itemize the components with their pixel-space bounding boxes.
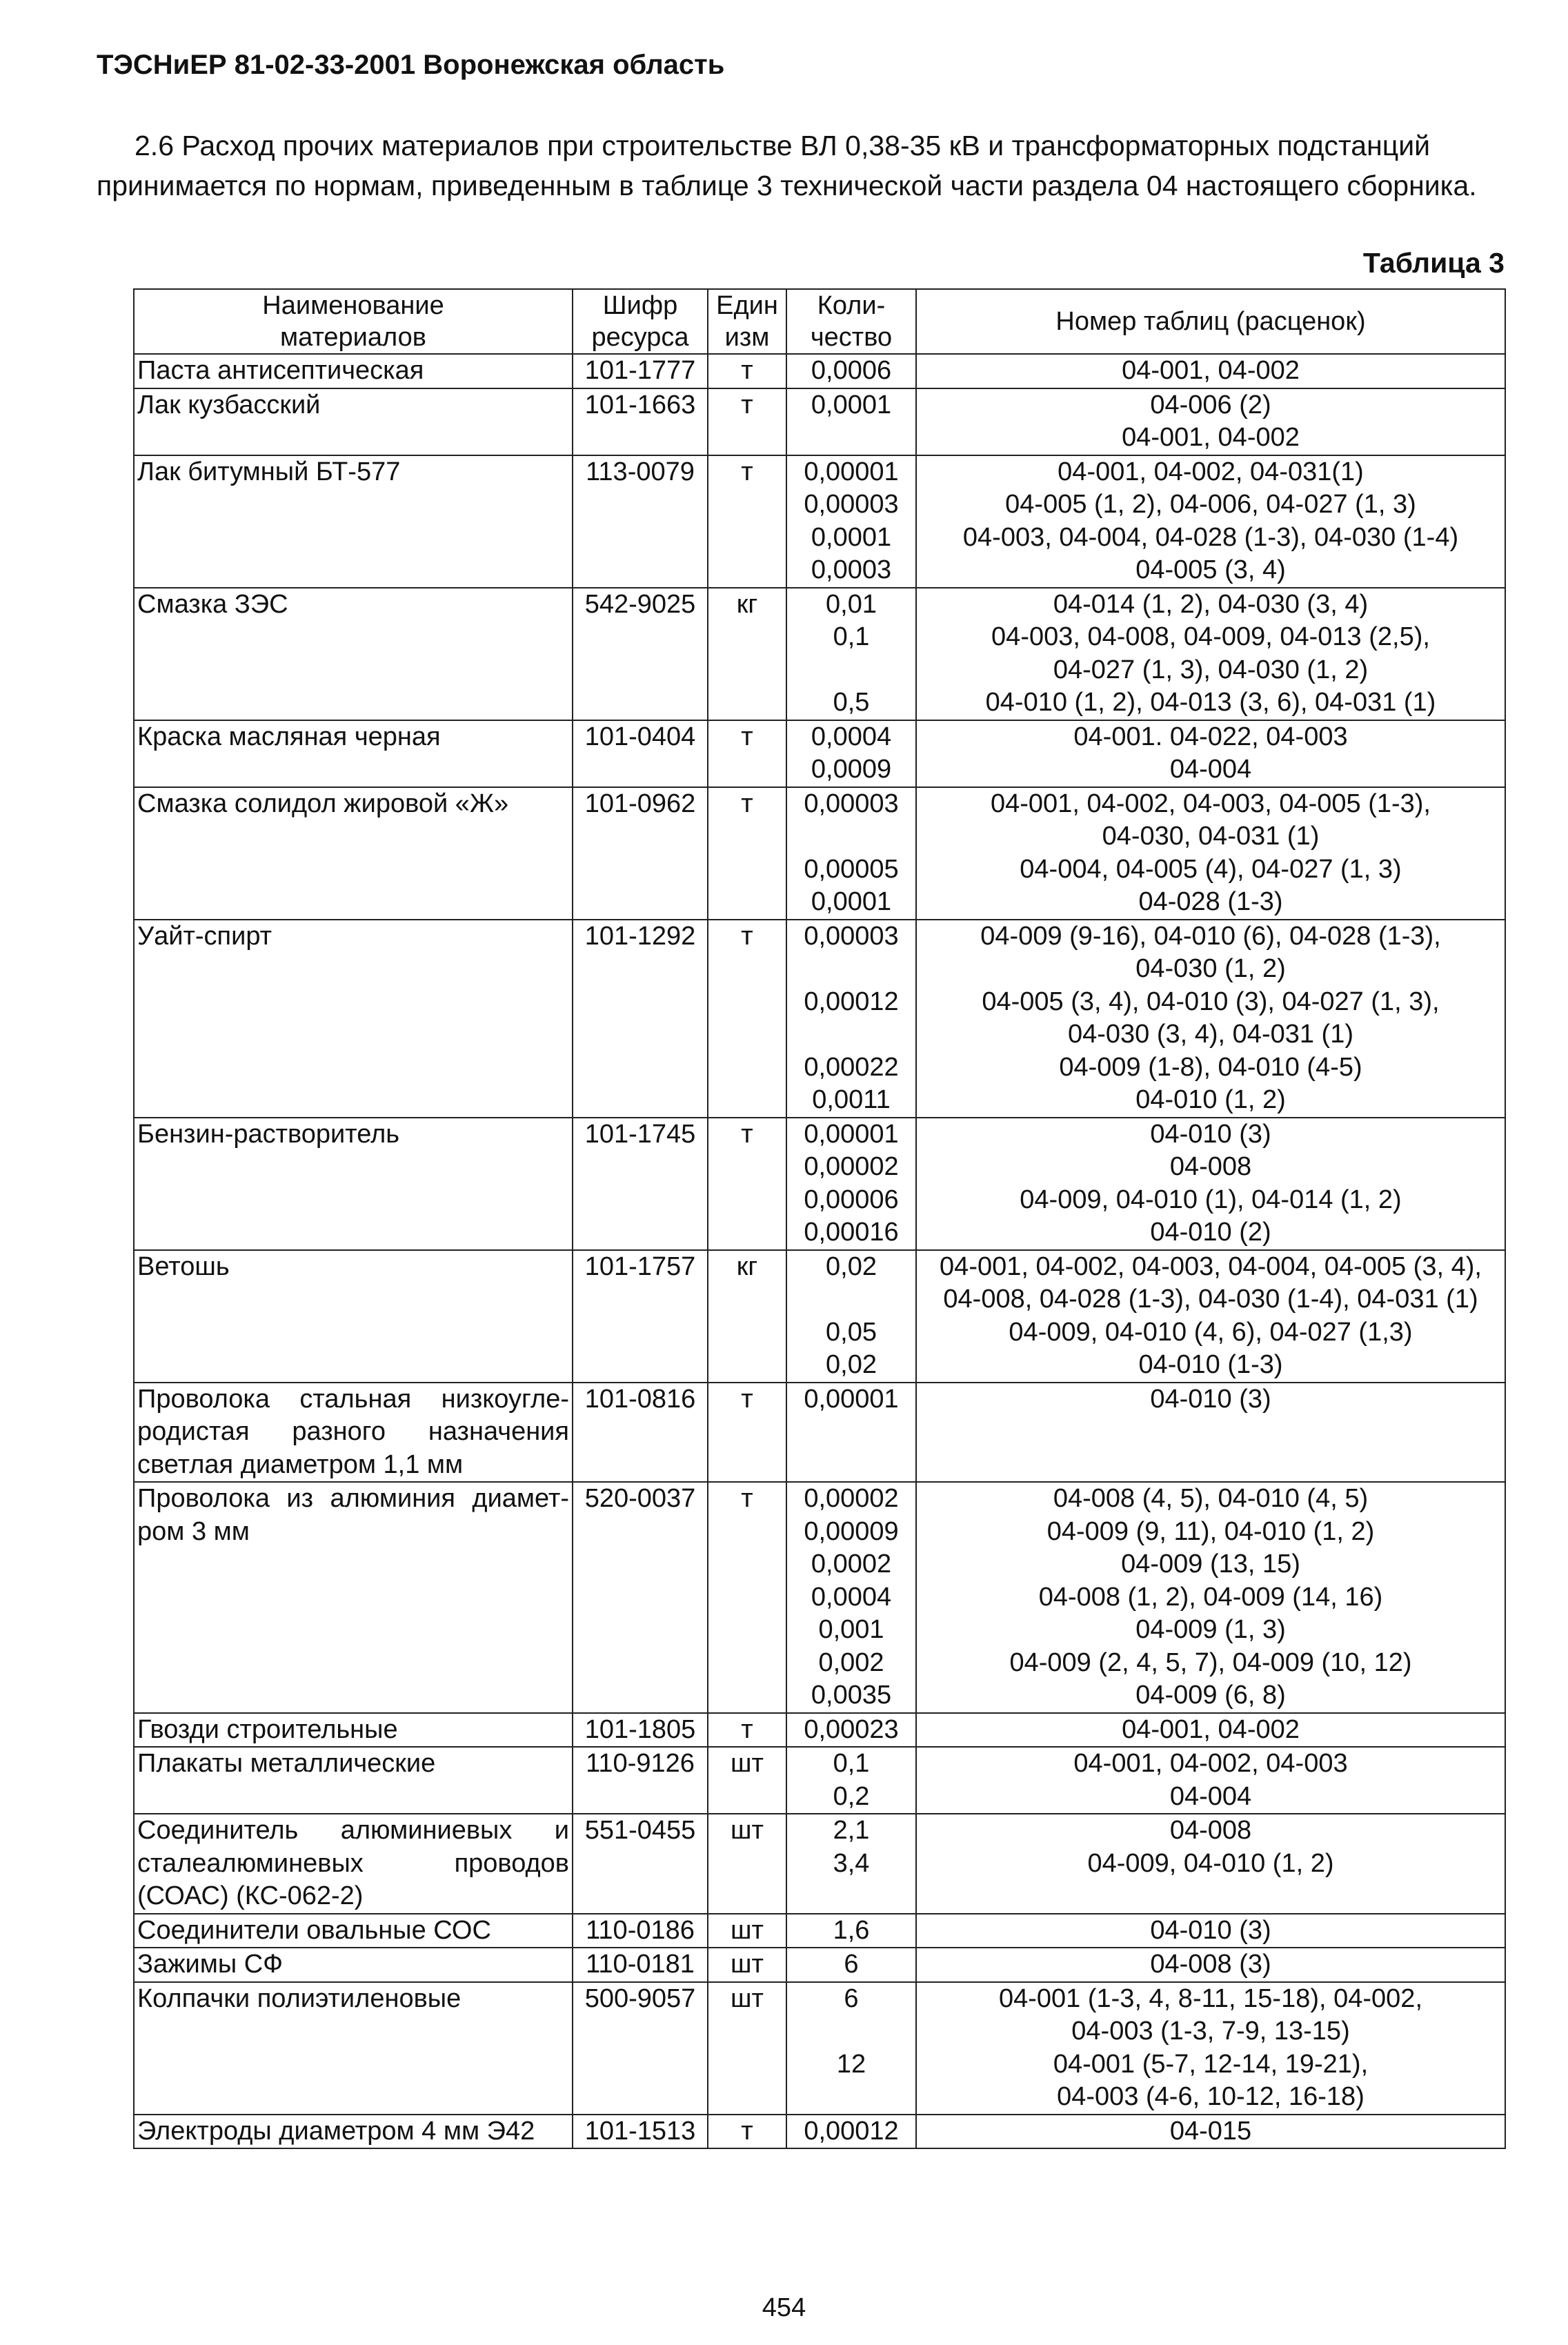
- reference-line: 04-003 (4-6, 10-12, 16-18): [1057, 2082, 1364, 2111]
- material-name-line: Смазка ЗЭС: [137, 589, 288, 619]
- material-name-line: светлая диаметром 1,1 мм: [137, 1449, 464, 1479]
- intro-line-1: 2.6 Расход прочих материалов при строительстве ВЛ 0,38-35 кВ и трансформаторных подстанций: [135, 130, 1431, 161]
- reference-line: 04-008 (4, 5), 04-010 (4, 5): [1053, 1484, 1369, 1513]
- table-references: [916, 1118, 1505, 1250]
- table-references: [916, 1948, 1505, 1982]
- table-references: [916, 1383, 1505, 1483]
- document-header: ТЭСНиЕР 81-02-33-2001 Воронежская область: [97, 50, 725, 80]
- reference-line: 04-010 (3): [1150, 1119, 1271, 1149]
- resource-code: 101-1513: [573, 2115, 708, 2149]
- reference-line: 04-006 (2): [1150, 390, 1271, 419]
- reference-line: 04-009 (13, 15): [1121, 1550, 1300, 1579]
- reference-line: 04-009 (9-16), 04-010 (6), 04-028 (1-3),: [980, 921, 1441, 951]
- resource-code: 520-0037: [573, 1482, 708, 1713]
- unit: т: [708, 720, 786, 787]
- quantity-value: [790, 820, 913, 853]
- table-header-row: [134, 289, 1505, 354]
- quantity: [786, 588, 916, 720]
- reference-line: 04-005 (3, 4): [1135, 555, 1286, 584]
- table-row: [134, 720, 1505, 787]
- quantity-value: 0,1: [833, 1749, 870, 1778]
- header-unit: Един изм: [708, 289, 786, 354]
- table-row: [134, 1948, 1505, 1982]
- unit: т: [708, 388, 786, 455]
- table-references: [916, 1914, 1505, 1948]
- quantity: [786, 388, 916, 455]
- table-row: [134, 388, 1505, 455]
- resource-code: 101-1777: [573, 354, 708, 388]
- table-references: [916, 1814, 1505, 1914]
- reference-line: 04-003 (1-3, 7-9, 13-15): [1071, 2017, 1350, 2046]
- quantity-value: 0,00012: [804, 987, 899, 1016]
- quantity-value: [790, 2015, 913, 2048]
- quantity-value: 0,0001: [811, 522, 892, 552]
- unit: шт: [708, 1982, 786, 2115]
- reference-line: 04-015: [1169, 2116, 1252, 2146]
- reference-line: 04-027 (1, 3), 04-030 (1, 2): [1053, 655, 1369, 684]
- quantity-value: 2,1: [833, 1816, 870, 1845]
- reference-line: 04-014 (1, 2), 04-030 (3, 4): [1053, 589, 1369, 619]
- table-row: [134, 920, 1505, 1118]
- resource-code: 110-9126: [573, 1747, 708, 1814]
- material-name-line: Проволока из алюминия диамет-: [137, 1484, 569, 1513]
- quantity-value: 0,0004: [811, 1582, 892, 1612]
- reference-line: 04-010 (1, 2), 04-013 (3, 6), 04-031 (1): [985, 688, 1436, 717]
- quantity-value: 0,00001: [804, 1384, 899, 1414]
- unit: шт: [708, 1948, 786, 1982]
- resource-code: 110-0186: [573, 1914, 708, 1948]
- reference-line: 04-009, 04-010 (4, 6), 04-027 (1,3): [1009, 1317, 1413, 1347]
- unit: т: [708, 920, 786, 1118]
- material-name-line: Уайт-спирт: [137, 921, 272, 951]
- material-name-line: Паста антисептическая: [137, 356, 424, 385]
- unit: т: [708, 455, 786, 588]
- resource-code: 101-0404: [573, 720, 708, 787]
- quantity-value: 0,05: [826, 1317, 877, 1347]
- table-body: [134, 354, 1505, 2148]
- quantity-value: [790, 1283, 913, 1316]
- quantity-value: 0,1: [833, 622, 870, 651]
- intro-paragraph: [97, 126, 1504, 206]
- reference-line: 04-005 (3, 4), 04-010 (3), 04-027 (1, 3),: [982, 987, 1440, 1016]
- material-name-line: (СОАС) (КС-062-2): [137, 1881, 364, 1910]
- reference-line: 04-009 (9, 11), 04-010 (1, 2): [1046, 1516, 1375, 1546]
- table-row: [134, 787, 1505, 920]
- quantity-value: 0,0001: [811, 390, 892, 419]
- reference-line: 04-010 (3): [1150, 1384, 1271, 1414]
- quantity: [786, 1482, 916, 1713]
- reference-line: 04-009 (1, 3): [1135, 1615, 1286, 1644]
- quantity-value: 0,00003: [804, 789, 899, 818]
- quantity: [786, 1713, 916, 1748]
- unit: шт: [708, 1914, 786, 1948]
- resource-code: 110-0181: [573, 1948, 708, 1982]
- material-name: [134, 787, 573, 920]
- reference-line: 04-010 (1-3): [1138, 1350, 1283, 1379]
- quantity: [786, 2115, 916, 2149]
- quantity: [786, 1914, 916, 1948]
- quantity-value: 12: [836, 2049, 866, 2079]
- table-references: [916, 1982, 1505, 2115]
- quantity: [786, 455, 916, 588]
- quantity-value: 0,002: [818, 1648, 884, 1677]
- material-name-line: Бензин-растворитель: [137, 1119, 400, 1149]
- resource-code: 101-1757: [573, 1250, 708, 1383]
- intro-line-2: принимается по нормам, приведенным в таблице 3 технической части раздела 04 настоящего сборника.: [97, 170, 1477, 201]
- quantity: [786, 1383, 916, 1483]
- material-name-line: Краска масляная черная: [137, 722, 441, 751]
- reference-line: 04-001, 04-002, 04-031(1): [1058, 457, 1364, 486]
- quantity-value: [790, 953, 913, 986]
- unit: шт: [708, 1814, 786, 1914]
- table-references: [916, 388, 1505, 455]
- table-row: [134, 1383, 1505, 1483]
- reference-line: 04-008: [1169, 1816, 1252, 1845]
- table-row: [134, 1747, 1505, 1814]
- table-references: [916, 455, 1505, 588]
- reference-line: 04-010 (1, 2): [1135, 1085, 1286, 1114]
- table-row: [134, 2115, 1505, 2149]
- material-name: [134, 354, 573, 388]
- material-name: [134, 1814, 573, 1914]
- quantity-value: 0,0004: [811, 722, 892, 751]
- material-name-line: Проволока стальная низкоугле-: [137, 1384, 569, 1414]
- unit: т: [708, 2115, 786, 2149]
- quantity-value: 0,00002: [804, 1484, 899, 1513]
- materials-table: [133, 288, 1506, 2149]
- quantity: [786, 1814, 916, 1914]
- table-row: [134, 1118, 1505, 1250]
- table-caption: Таблица 3: [1362, 247, 1505, 279]
- material-name: [134, 1383, 573, 1483]
- unit: т: [708, 1713, 786, 1748]
- reference-line: 04-008, 04-028 (1-3), 04-030 (1-4), 04-031 (1): [943, 1285, 1478, 1314]
- quantity-value: 0,0011: [812, 1085, 891, 1114]
- material-name: [134, 920, 573, 1118]
- resource-code: 500-9057: [573, 1982, 708, 2115]
- reference-line: 04-009 (2, 4, 5, 7), 04-009 (10, 12): [1009, 1648, 1412, 1677]
- table-references: [916, 1713, 1505, 1748]
- quantity-value: 3,4: [833, 1848, 870, 1878]
- table-row: [134, 1250, 1505, 1383]
- material-name: [134, 455, 573, 588]
- quantity-value: 0,00016: [804, 1218, 899, 1247]
- resource-code: 101-1292: [573, 920, 708, 1118]
- material-name: [134, 720, 573, 787]
- quantity-value: 0,00009: [804, 1516, 899, 1546]
- quantity-value: 0,00012: [804, 2116, 899, 2146]
- reference-line: 04-001. 04-022, 04-003: [1073, 722, 1348, 751]
- reference-line: 04-009, 04-010 (1, 2): [1087, 1848, 1334, 1878]
- resource-code: 113-0079: [573, 455, 708, 588]
- material-name: [134, 1747, 573, 1814]
- reference-line: 04-003, 04-004, 04-028 (1-3), 04-030 (1-4): [962, 522, 1459, 552]
- quantity-value: 0,0009: [811, 755, 892, 784]
- quantity: [786, 920, 916, 1118]
- quantity-value: 0,5: [833, 688, 870, 717]
- table-references: [916, 588, 1505, 720]
- quantity: [786, 787, 916, 920]
- material-name-line: ром 3 мм: [137, 1516, 250, 1546]
- quantity-value: 0,0035: [811, 1681, 892, 1710]
- quantity-value: 0,00006: [804, 1185, 899, 1214]
- unit: кг: [708, 588, 786, 720]
- quantity-value: 0,02: [826, 1350, 877, 1379]
- table-row: [134, 354, 1505, 388]
- table-row: [134, 1713, 1505, 1748]
- reference-line: 04-001, 04-002, 04-003: [1073, 1749, 1348, 1778]
- table-row: [134, 455, 1505, 588]
- quantity-value: 6: [844, 1950, 859, 1979]
- quantity-value: 0,00002: [804, 1152, 899, 1181]
- material-name: [134, 1982, 573, 2115]
- quantity-value: [790, 2081, 913, 2114]
- quantity: [786, 354, 916, 388]
- quantity-value: 0,0001: [811, 887, 892, 916]
- material-name-line: Гвозди строительные: [137, 1714, 398, 1744]
- resource-code: 101-0962: [573, 787, 708, 920]
- reference-line: 04-005 (1, 2), 04-006, 04-027 (1, 3): [1005, 490, 1416, 519]
- reference-line: 04-010 (2): [1150, 1218, 1271, 1247]
- quantity: [786, 720, 916, 787]
- quantity-value: 0,00022: [804, 1052, 899, 1082]
- table-references: [916, 354, 1505, 388]
- reference-line: 04-001, 04-002: [1122, 1714, 1300, 1744]
- quantity-value: 0,0006: [811, 356, 892, 385]
- material-name-line: Смазка солидол жировой «Ж»: [137, 789, 509, 818]
- reference-line: 04-009, 04-010 (1), 04-014 (1, 2): [1020, 1185, 1402, 1214]
- material-name-line: Соединитель алюминиевых и: [137, 1816, 569, 1845]
- quantity: [786, 1982, 916, 2115]
- unit: т: [708, 1118, 786, 1250]
- material-name-line: Лак кузбасский: [137, 390, 321, 419]
- quantity-value: 0,01: [826, 589, 877, 619]
- reference-line: 04-030, 04-031 (1): [1102, 822, 1320, 851]
- quantity: [786, 1747, 916, 1814]
- material-name: [134, 1482, 573, 1713]
- reference-line: 04-009 (1-8), 04-010 (4-5): [1059, 1052, 1362, 1082]
- reference-line: 04-008: [1169, 1152, 1252, 1181]
- resource-code: 542-9025: [573, 588, 708, 720]
- reference-line: 04-001, 04-002: [1122, 356, 1300, 385]
- reference-line: 04-001 (5-7, 12-14, 19-21),: [1053, 2049, 1369, 2079]
- table-references: [916, 1482, 1505, 1713]
- header-code: Шифр ресурса: [573, 289, 708, 354]
- unit: шт: [708, 1747, 786, 1814]
- material-name-line: Зажимы СФ: [137, 1950, 284, 1979]
- material-name-line: Ветошь: [137, 1251, 230, 1281]
- table-references: [916, 1250, 1505, 1383]
- resource-code: 101-1745: [573, 1118, 708, 1250]
- table-row: [134, 1482, 1505, 1713]
- quantity-value: 0,00003: [804, 490, 899, 519]
- quantity-value: [790, 1018, 913, 1051]
- table-row: [134, 1814, 1505, 1914]
- table-row: [134, 1914, 1505, 1948]
- material-name: [134, 588, 573, 720]
- unit: т: [708, 354, 786, 388]
- header-name: Наименование материалов: [134, 289, 573, 354]
- material-name-line: Лак битумный БТ-577: [137, 457, 401, 486]
- resource-code: 101-1805: [573, 1713, 708, 1748]
- reference-line: 04-001, 04-002, 04-003, 04-005 (1-3),: [991, 789, 1431, 818]
- quantity-value: 0,001: [818, 1615, 884, 1644]
- material-name-line: Электроды диаметром 4 мм Э42: [137, 2116, 535, 2146]
- quantity-value: 0,2: [833, 1781, 870, 1811]
- quantity-value: 0,0003: [811, 555, 892, 584]
- table-row: [134, 588, 1505, 720]
- reference-line: 04-003, 04-008, 04-009, 04-013 (2,5),: [991, 622, 1430, 651]
- unit: т: [708, 1482, 786, 1713]
- reference-line: 04-004: [1169, 1781, 1252, 1811]
- resource-code: 101-0816: [573, 1383, 708, 1483]
- quantity-value: 6: [844, 1983, 859, 2013]
- reference-line: 04-010 (3): [1150, 1915, 1271, 1945]
- unit: кг: [708, 1250, 786, 1383]
- reference-line: 04-030 (1, 2): [1135, 954, 1286, 983]
- material-name-line: Соединители овальные СОС: [137, 1915, 491, 1945]
- quantity-value: 0,02: [826, 1251, 877, 1281]
- header-ref: Номер таблиц (расценок): [916, 289, 1505, 354]
- quantity-value: [790, 422, 913, 455]
- reference-line: 04-001 (1-3, 4, 8-11, 15-18), 04-002,: [998, 1983, 1422, 2013]
- material-name-line: Колпачки полиэтиленовые: [137, 1983, 462, 2013]
- reference-line: 04-004: [1169, 755, 1252, 784]
- material-name: [134, 1250, 573, 1383]
- quantity-value: 0,00023: [804, 1714, 899, 1744]
- reference-line: 04-008 (3): [1150, 1950, 1271, 1979]
- quantity: [786, 1118, 916, 1250]
- reference-line: 04-001, 04-002: [1122, 423, 1300, 452]
- reference-line: 04-009 (6, 8): [1135, 1681, 1286, 1710]
- table-row: [134, 1982, 1505, 2115]
- reference-line: 04-004, 04-005 (4), 04-027 (1, 3): [1020, 854, 1402, 884]
- table-references: [916, 787, 1505, 920]
- quantity-value: 0,00001: [804, 1119, 899, 1149]
- material-name: [134, 1118, 573, 1250]
- reference-line: 04-008 (1, 2), 04-009 (14, 16): [1038, 1582, 1383, 1612]
- quantity: [786, 1948, 916, 1982]
- header-qty: Коли- чество: [786, 289, 916, 354]
- unit: т: [708, 1383, 786, 1483]
- material-name-line: сталеалюминевых проводов: [137, 1848, 569, 1878]
- reference-line: 04-028 (1-3): [1138, 887, 1283, 916]
- table-references: [916, 2115, 1505, 2149]
- reference-line: 04-001, 04-002, 04-003, 04-004, 04-005 (3, 4),: [940, 1251, 1482, 1281]
- table-references: [916, 720, 1505, 787]
- material-name: [134, 388, 573, 455]
- material-name: [134, 1713, 573, 1748]
- unit: т: [708, 787, 786, 920]
- quantity-value: 0,00003: [804, 921, 899, 951]
- quantity-value: 0,0002: [811, 1550, 892, 1579]
- reference-line: 04-030 (3, 4), 04-031 (1): [1067, 1020, 1353, 1049]
- material-name-line: Плакаты металлические: [137, 1749, 436, 1778]
- quantity-value: [790, 654, 913, 687]
- page-number: 454: [762, 2293, 806, 2322]
- material-name: [134, 2115, 573, 2149]
- table-references: [916, 920, 1505, 1118]
- material-name-line: родистая разного назначения: [137, 1417, 569, 1446]
- resource-code: 101-1663: [573, 388, 708, 455]
- table-references: [916, 1747, 1505, 1814]
- resource-code: 551-0455: [573, 1814, 708, 1914]
- material-name: [134, 1948, 573, 1982]
- material-name: [134, 1914, 573, 1948]
- quantity-value: 1,6: [833, 1915, 870, 1945]
- quantity: [786, 1250, 916, 1383]
- quantity-value: 0,00001: [804, 457, 899, 486]
- quantity-value: 0,00005: [804, 854, 899, 884]
